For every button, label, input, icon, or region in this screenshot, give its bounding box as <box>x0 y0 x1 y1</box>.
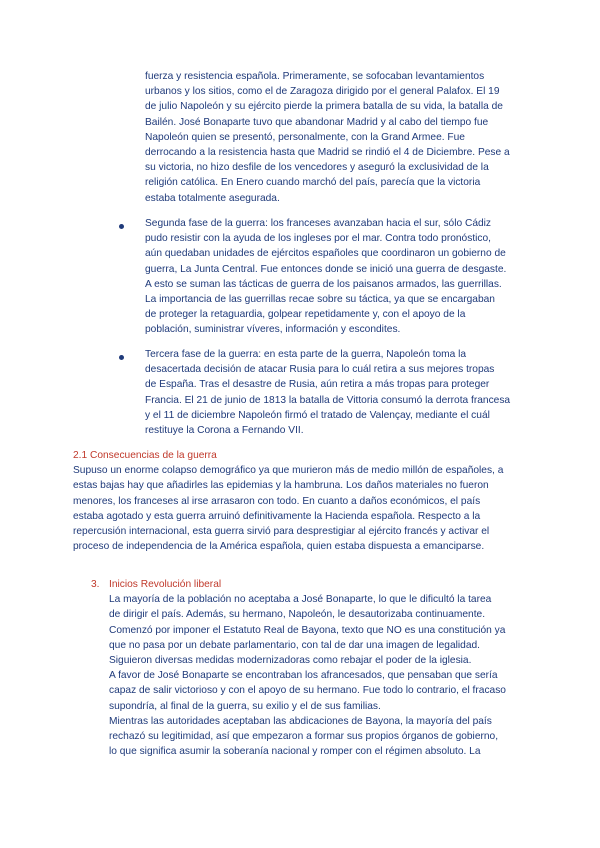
text-line: Siguieron diversas medidas modernizadoras como rebajar el poder de la iglesia. <box>109 654 472 666</box>
text-line: proceso de independencia de la América española, quien estaba dispuesta a emanciparse. <box>73 541 485 553</box>
text-line: pudo resistir con la ayuda de los ingleses por el mar. Contra todo pronóstico, <box>145 233 492 245</box>
text-line: estaba agotado y esta guerra arruinó definitivamente la Hacienda española. Respecto a la <box>73 510 481 522</box>
section-3 <box>109 577 506 759</box>
text-line: Bailén. José Bonaparte tuvo que abandonar Madrid y al cabo del tiempo fue <box>145 116 489 128</box>
text-line: de dirigir el país. Además, su hermano, Napoleón, le desautorizaba continuamente. <box>109 609 486 621</box>
bullet-item-tercera-fase <box>145 347 510 438</box>
text-line: desacertada decisión de atacar Rusia para lo cuál retira a sus mejores tropas <box>145 364 495 376</box>
text-line: menores, los franceses al irse arrasaron con todo. En cuanto a daños económicos, el país <box>73 495 481 507</box>
text-line: Comenzó por imponer el Estatuto Real de Bayona, texto que NO es una constitución ya <box>109 624 506 636</box>
text-line: de España. Tras el desastre de Rusia, aún retira a más tropas para proteger <box>145 379 490 391</box>
text-line: rechazó su legitimidad, así que empezaron a formar sus propios órganos de gobierno, <box>109 730 499 742</box>
text-line: población, suministrar víveres, información y escondites. <box>145 324 401 336</box>
bullet-item-segunda-fase <box>145 216 506 338</box>
text-line: capaz de salir victorioso y con el apoyo de su hermano. Fue todo lo contrario, el fracaso <box>109 685 506 697</box>
bullet-icon <box>119 224 124 229</box>
bullet-icon <box>119 355 124 360</box>
section-heading: 2.1 Consecuencias de la guerra <box>73 450 217 461</box>
text-line: restituye la Corona a Fernando VII. <box>145 424 304 436</box>
text-line: aún quedaban unidades de ejércitos españoles que coordinaron un gobierno de <box>145 248 506 260</box>
text-line: estaba totalmente asegurada. <box>145 192 280 204</box>
intro-paragraph <box>145 69 510 206</box>
text-line: que no pasa por un debate parlamentario, con tal de dar una imagen de legalidad. <box>109 639 480 651</box>
text-line: Mientras las autoridades aceptaban las abdicaciones de Bayona, la mayoría del país <box>109 715 492 727</box>
text-line: repercusión internacional, esta guerra sirvió para desprestigiar al ejército francés y activar el <box>73 525 490 537</box>
section-2-1 <box>73 448 503 554</box>
text-line: estas bajas hay que añadirles las epidemias y la hambruna. Los daños materiales no fueron <box>73 480 489 492</box>
text-line: urbanos y los sitios, como el de Zaragoza dirigido por el general Palafox. El 19 <box>145 86 500 98</box>
text-line: supondría, al final de la guerra, su exilio y el de sus familias. <box>109 700 381 712</box>
text-line: lo que significa asumir la soberanía nacional y romper con el régimen absoluto. La <box>109 746 481 758</box>
section-number: 3. <box>91 579 100 590</box>
text-line: Segunda fase de la guerra: los franceses avanzaban hacia el sur, sólo Cádiz <box>145 218 492 229</box>
text-line: La importancia de las guerrillas recae sobre su táctica, ya que se encargaban <box>145 293 495 305</box>
section-heading: Inicios Revolución liberal <box>109 579 222 590</box>
text-line: religión católica. En Enero cuando marchó del país, parecía que la victoria <box>145 177 481 189</box>
text-line: de proteger la retaguardia, golpear repetidamente y, con el apoyo de la <box>145 309 466 321</box>
text-line: su victoria, no hizo desfile de los vencedores y aseguró la exclusividad de la <box>145 162 489 174</box>
text-line: de julio Napoleón y su ejército pierde la primera batalla de su vida, la batalla de <box>145 101 503 113</box>
text-line: La mayoría de la población no aceptaba a José Bonaparte, lo que le dificultó la tarea <box>109 594 492 606</box>
text-line: derrocando a la resistencia hasta que Madrid se rindió el 4 de Diciembre. Pese a <box>145 146 510 158</box>
text-line: fuerza y resistencia española. Primeramente, se sofocaban levantamientos <box>145 71 485 82</box>
text-line: Napoleón quien se presentó, personalmente, con la Grand Armee. Fue <box>145 131 465 143</box>
text-line: y el 11 de diciembre Napoleón firmó el tratado de Valençay, mediante el cuál <box>145 409 490 421</box>
text-line: A favor de José Bonaparte se encontraban los afrancesados, que pensaban que sería <box>109 670 498 682</box>
text-line: Tercera fase de la guerra: en esta parte de la guerra, Napoleón toma la <box>145 349 467 360</box>
text-line: Francia. El 21 de junio de 1813 la batalla de Vittoria consumó la derrota francesa <box>145 394 511 406</box>
text-line: A esto se suman las tácticas de guerra de los paisanos armados, las guerrillas. <box>145 278 502 290</box>
text-line: Supuso un enorme colapso demográfico ya que murieron más de medio millón de españoles, a <box>73 465 504 477</box>
text-line: guerra, La Junta Central. Fue entonces donde se inició una guerra de desgaste. <box>145 263 507 275</box>
